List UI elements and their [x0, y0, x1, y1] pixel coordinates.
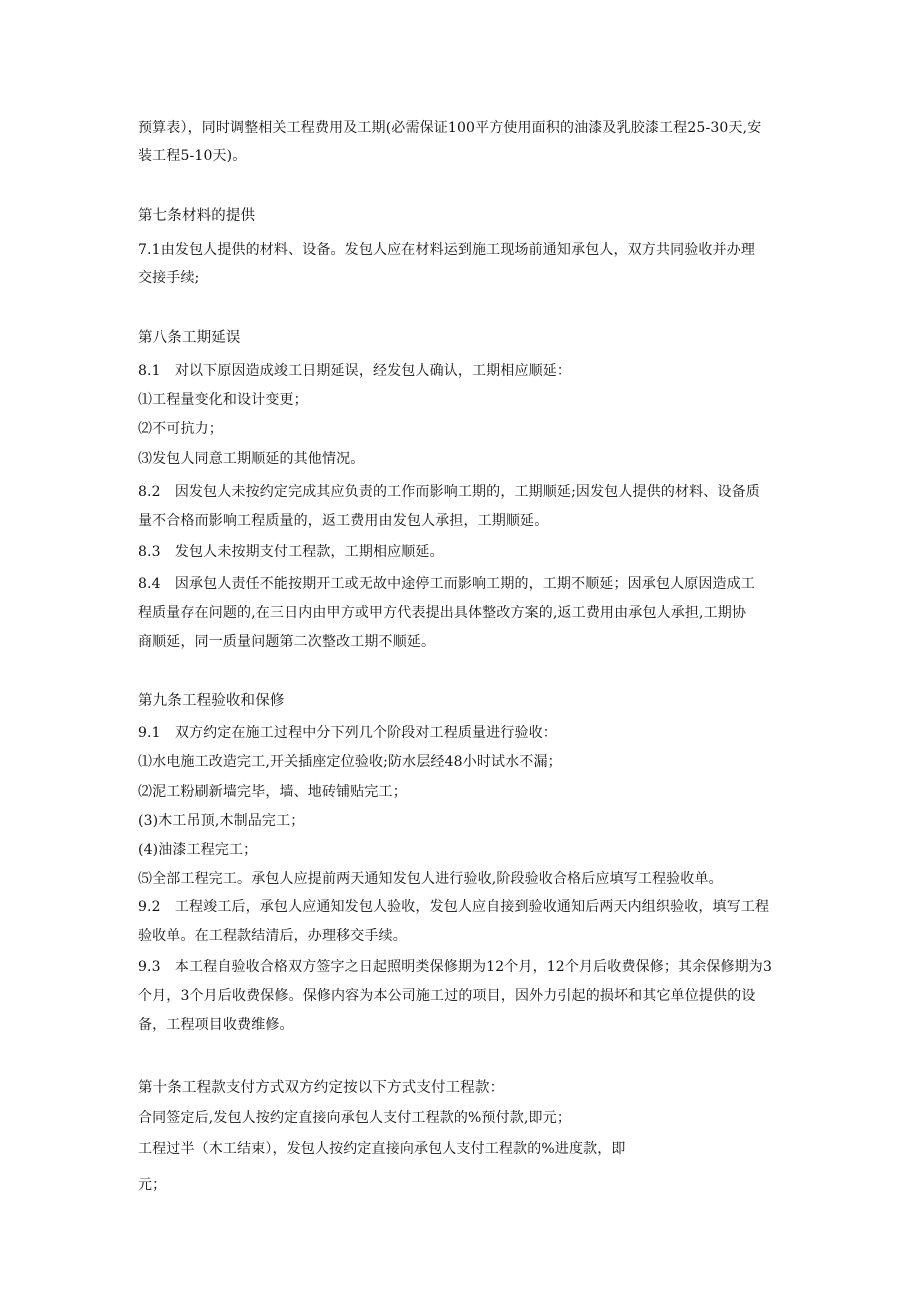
- list-item: ⑵不可抗力；: [138, 421, 223, 437]
- paragraph-line: 预算表），同时调整相关工程费用及工期(必需保证100平方使用面积的油漆及乳胶漆工程25-30天,安: [138, 120, 762, 136]
- paragraph-line: 工程过半（木工结束），发包人按约定直接向承包人支付工程款的%进度款，即: [138, 1141, 626, 1157]
- paragraph-line: 程质量存在问题的,在三日内由甲方或甲方代表提出具体整改方案的,返工费用由承包人承担,工期协: [138, 605, 747, 621]
- paragraph-line: 合同签定后,发包人按约定直接向承包人支付工程款的%预付款,即元；: [138, 1110, 572, 1126]
- paragraph-line: 个月，3个月后收费保修。保修内容为本公司施工过的项目，因外力引起的损坏和其它单位提供的设: [138, 988, 756, 1004]
- paragraph-line: 备，工程项目收费维修。: [138, 1017, 294, 1033]
- paragraph-line: 7.1由发包人提供的材料、设备。发包人应在材料运到施工现场前通知承包人，双方共同验收并办理: [138, 242, 756, 258]
- paragraph-line: 9.1 双方约定在施工过程中分下列几个阶段对工程质量进行验收：: [138, 725, 557, 741]
- paragraph-line: 9.3 本工程自验收合格双方签字之日起照明类保修期为12个月，12个月后收费保修；其余保修期为3: [138, 959, 772, 975]
- list-item: (3)木工吊顶,木制品完工；: [138, 813, 305, 829]
- paragraph-line: 商顺延，同一质量问题第二次整改工期不顺延。: [138, 634, 436, 650]
- section-heading: 第九条工程验收和保修: [138, 693, 285, 709]
- list-item: ⑵泥工粉刷新墙完毕，墙、地砖铺贴完工；: [138, 784, 407, 800]
- paragraph-line: 8.4 因承包人责任不能按期开工或无故中途停工而影响工期的，工期不顺延；因承包人原因造成工: [138, 576, 756, 592]
- list-item: ⑸全部工程完工。承包人应提前两天通知发包人进行验收,阶段验收合格后应填写工程验收单。: [138, 871, 723, 887]
- paragraph-line: 8.2 因发包人未按约定完成其应负责的工作而影响工期的，工期顺延;因发包人提供的材料、设备质: [138, 484, 760, 500]
- section-heading: 第十条工程款支付方式双方约定按以下方式支付工程款：: [138, 1080, 505, 1096]
- paragraph-line: 8.3 发包人未按期支付工程款，工期相应顺延。: [138, 544, 444, 560]
- paragraph-line: 元；: [138, 1177, 167, 1193]
- paragraph-line: 交接手续;: [138, 270, 200, 286]
- list-item: ⑴水电施工改造完工,开关插座定位验收;防水层经48小时试水不漏；: [138, 754, 562, 770]
- paragraph-line: 8.1 对以下原因造成竣工日期延误，经发包人确认，工期相应顺延：: [138, 363, 572, 379]
- section-heading: 第八条工期延误: [138, 330, 241, 346]
- list-item: (4)油漆工程完工；: [138, 842, 258, 858]
- list-item: ⑴工程量变化和设计变更；: [138, 392, 308, 408]
- paragraph-line: 验收单。在工程款结清后，办理移交手续。: [138, 928, 407, 944]
- section-heading: 第七条材料的提供: [138, 208, 256, 224]
- paragraph-line: 9.2 工程竣工后，承包人应通知发包人验收，发包人应自接到验收通知后两天内组织验收，填写工程: [138, 899, 770, 915]
- paragraph-line: 装工程5-10天)。: [138, 148, 247, 164]
- list-item: ⑶发包人同意工期顺延的其他情况。: [138, 451, 365, 467]
- paragraph-line: 量不合格而影响工程质量的，返工费用由发包人承担，工期顺延。: [138, 513, 549, 529]
